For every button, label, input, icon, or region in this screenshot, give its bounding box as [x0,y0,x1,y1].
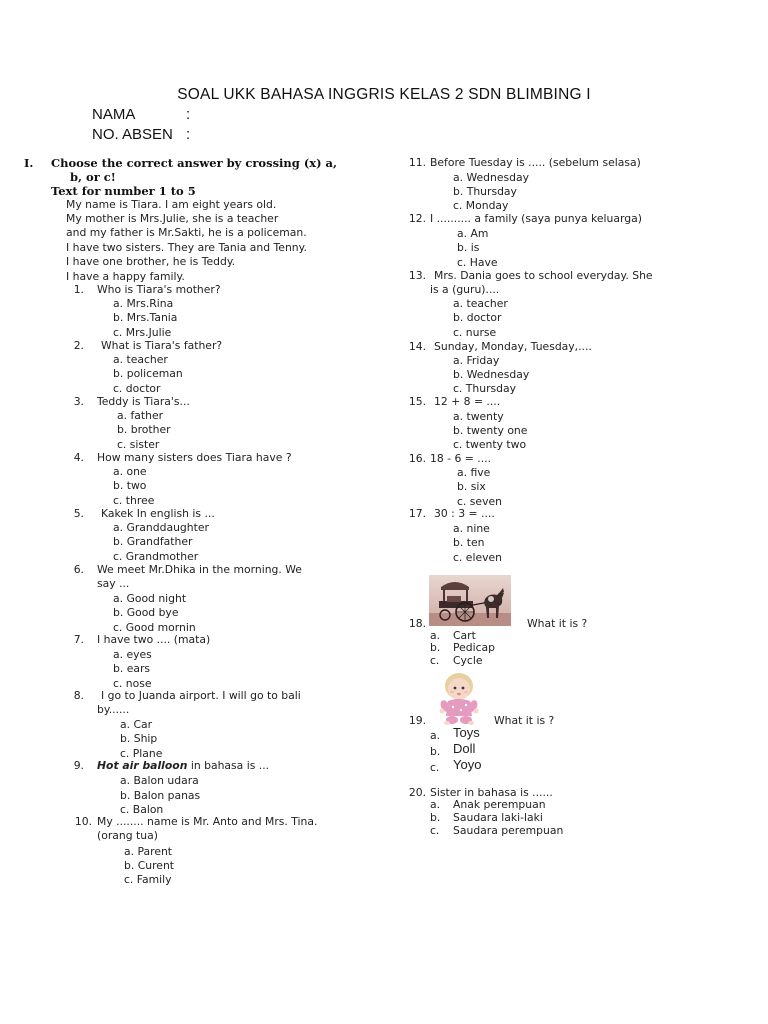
page-title: SOAL UKK BAHASA INGGRIS KELAS 2 SDN BLIMBING I [177,86,591,103]
absence-number-label: NO. ABSEN [92,126,173,143]
question-text: is a (guru).... [430,283,500,296]
answer-option: b. two [113,479,147,492]
option-letter: a. [430,629,441,642]
question-number: 11. [408,156,426,169]
question-text: Sunday, Monday, Tuesday,.... [434,340,592,353]
passage-line: I have a happy family. [66,270,185,283]
answer-option: a. Parent [124,845,173,858]
option-letter: c. [430,824,440,837]
question-text: I have two .... (mata) [97,633,211,646]
answer-option: b. Wednesday [453,368,530,381]
answer-option: b. Curent [124,859,175,872]
answer-option: c. twenty two [453,438,527,451]
answer-option: c. nose [113,677,152,690]
question-text: We meet Mr.Dhika in the morning. We [97,563,302,576]
question-text: What is Tiara's father? [101,339,223,352]
answer-option: a. Wednesday [453,171,529,184]
absence-number-field [92,126,190,143]
question-text: My ........ name is Mr. Anto and Mrs. Tina. [97,815,318,828]
question-text: I .......... a family (saya punya keluarga) [430,212,642,225]
passage-line: My mother is Mrs.Julie, she is a teacher [66,212,279,225]
absence-number-separator: : [186,126,191,143]
answer-option: a. Car [120,718,153,731]
passage-heading: Text for number 1 to 5 [51,184,196,198]
question-number: 6. [73,563,84,576]
answer-option: a. five [457,466,491,479]
answer-option: c. Mrs.Julie [113,326,172,339]
section-number: I. [24,156,34,170]
question-number: 15. [408,395,426,408]
question-number: 10. [74,815,92,828]
answer-option: Doll [453,741,476,756]
question-number: 8. [73,689,84,702]
name-label: NAMA [92,106,136,123]
answer-option: a. one [113,465,147,478]
answer-option: Pedicap [453,641,496,654]
question-prompt: What it is ? [527,617,588,630]
doll-image [433,670,485,728]
answer-option: b. brother [117,423,171,436]
answer-option: a. father [117,409,164,422]
answer-option: Cycle [453,654,483,667]
question-text: Kakek In english is ... [101,507,215,520]
question-number: 16. [408,452,426,465]
answer-option: b. Balon panas [120,789,201,802]
answer-option: b. Ship [120,732,158,745]
question-number: 20. [408,786,426,799]
answer-option: a. Friday [453,354,500,367]
answer-option: b. Grandfather [113,535,193,548]
instruction-line-1: Choose the correct answer by crossing (x) a, [51,156,338,170]
question-emphasis: Hot air balloon [97,759,188,772]
answer-option: c. sister [117,438,160,451]
option-letter: b. [430,641,441,654]
question-number: 17. [408,507,426,520]
answer-option: b. Thursday [453,185,517,198]
answer-option: a. teacher [113,353,168,366]
option-letter: c. [430,654,440,667]
answer-option: b. policeman [113,367,183,380]
answer-option: c. eleven [453,551,502,564]
question-text: How many sisters does Tiara have ? [97,451,292,464]
question-text [97,759,269,773]
name-field [92,106,190,123]
answer-option: c. nurse [453,326,497,339]
option-letter: b. [430,811,441,824]
passage-line: My name is Tiara. I am eight years old. [66,198,277,211]
answer-option: b. ten [453,536,485,549]
answer-option: c. Have [457,256,498,269]
answer-option: b. six [457,480,486,493]
answer-option: c. Thursday [453,382,517,395]
answer-option: c. three [113,494,155,507]
question-text: 18 - 6 = .... [430,452,492,465]
question-text: 12 + 8 = .... [434,395,501,408]
question-number: 18. [408,617,426,630]
answer-option: b. Mrs.Tania [113,311,178,324]
question-text: Who is Tiara's mother? [97,283,221,296]
cart-image [429,575,511,626]
question-text: I go to Juanda airport. I will go to bali [101,689,301,702]
answer-option: b. is [457,241,480,254]
answer-option: a. Good night [113,592,187,605]
question-number: 2. [73,339,84,352]
question-number: 19. [408,714,426,727]
answer-option: c. Plane [120,747,163,760]
option-letter: a. [430,729,441,742]
question-text: 30 : 3 = .... [434,507,495,520]
answer-option: Cart [453,629,476,642]
question-prompt: What it is ? [494,714,555,727]
passage-line: I have two sisters. They are Tania and Tenny. [66,241,307,254]
answer-option: a. Am [457,227,489,240]
question-number: 7. [73,633,84,646]
answer-option: b. ears [113,662,151,675]
question-text: Before Tuesday is ..... (sebelum selasa) [430,156,641,169]
answer-option: c. seven [457,495,502,508]
name-separator: : [186,106,191,123]
answer-option: c. Family [124,873,172,886]
question-number: 12. [408,212,426,225]
answer-option: c. Monday [453,199,509,212]
answer-option: c. doctor [113,382,161,395]
answer-option: b. Good bye [113,606,179,619]
answer-option: a. twenty [453,410,504,423]
question-text: Teddy is Tiara's... [97,395,190,408]
passage-line: I have one brother, he is Teddy. [66,255,236,268]
answer-option: a. Mrs.Rina [113,297,174,310]
answer-option: b. twenty one [453,424,528,437]
answer-option: c. Grandmother [113,550,199,563]
instruction-line-2: b, or c! [70,170,116,184]
answer-option: b. doctor [453,311,502,324]
answer-option: Yoyo [453,757,482,772]
question-text: Sister in bahasa is ...... [430,786,553,799]
question-number: 9. [73,759,84,772]
question-text: Mrs. Dania goes to school everyday. She [434,269,653,282]
answer-option: Saudara perempuan [453,824,564,837]
option-letter: c. [430,761,440,774]
answer-option: a. teacher [453,297,508,310]
question-number: 13. [408,269,426,282]
question-text: say ... [97,577,130,590]
answer-option: a. Balon udara [120,774,199,787]
answer-option: a. eyes [113,648,152,661]
option-letter: b. [430,745,441,758]
question-number: 5. [73,507,84,520]
question-text: by...... [97,703,130,716]
option-letter: a. [430,798,441,811]
question-number: 3. [73,395,84,408]
answer-option: Anak perempuan [453,798,546,811]
passage-line: and my father is Mr.Sakti, he is a policeman. [66,226,307,239]
answer-option: Saudara laki-laki [453,811,543,824]
answer-option: a. Granddaughter [113,521,209,534]
answer-option: c. Good mornin [113,621,196,634]
question-text: (orang tua) [97,829,158,842]
answer-option: a. nine [453,522,490,535]
answer-option: c. Balon [120,803,164,816]
answer-option: Toys [453,725,480,740]
question-number: 1. [73,283,84,296]
question-text-rest: in bahasa is ... [187,759,270,772]
question-number: 14. [408,340,426,353]
question-number: 4. [73,451,84,464]
